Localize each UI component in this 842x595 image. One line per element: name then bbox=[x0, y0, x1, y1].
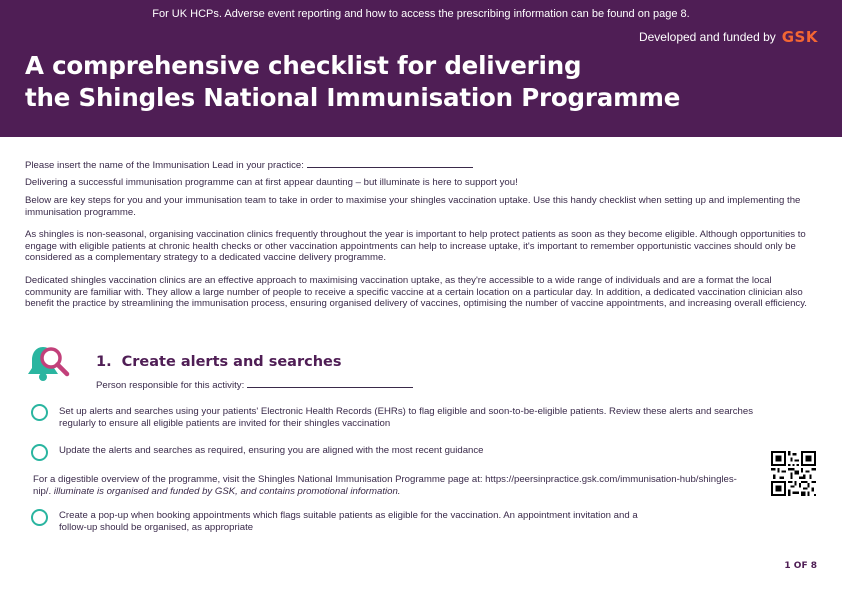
responsible-field[interactable] bbox=[247, 379, 413, 388]
gsk-logo: GSK bbox=[781, 28, 818, 46]
hcp-notice: For UK HCPs. Adverse event reporting and how to access the prescribing information can be found on page 8. bbox=[152, 8, 690, 20]
checkbox-item-1[interactable] bbox=[31, 404, 48, 421]
section-number: 1. bbox=[96, 354, 112, 370]
checklist-item-2: Update the alerts and searches as required, ensuring you are aligned with the most recent guidance bbox=[59, 445, 484, 456]
intro-paragraph-3: As shingles is non-seasonal, organising vaccination clinics frequently throughout the year is important to help protect patients as soon as they become eligible. Although opportunities to engage with eligible patients at chronic health checks or other vaccination appointments can help to increase uptake, it's important to remember opportunistic vaccines should only be considered as a complementary strategy to a dedicated vaccine delivery programme. bbox=[25, 229, 806, 263]
intro-paragraph-1: Delivering a successful immunisation programme can at first appear daunting – but illuminate is here to support you! bbox=[25, 177, 518, 188]
section-title-text: Create alerts and searches bbox=[121, 354, 342, 370]
promo-disclaimer: illuminate is organised and funded by GSK, and contains promotional information. bbox=[53, 485, 401, 497]
programme-note-text: For a digestible overview of the programme, visit the Shingles National Immunisation Programme page at: https://peersinpractice.gsk.com/immunisation-hub/shingles-nip/. bbox=[33, 474, 737, 497]
qr-code[interactable] bbox=[771, 451, 816, 496]
header-banner bbox=[0, 0, 842, 137]
funded-label: Developed and funded by bbox=[638, 30, 776, 44]
lead-prompt-row bbox=[25, 159, 820, 172]
title-line-2: the Shingles National Immunisation Programme bbox=[25, 83, 681, 112]
funding-statement bbox=[639, 28, 818, 46]
page-number: 1 OF 8 bbox=[784, 561, 817, 571]
section-1-title bbox=[96, 354, 342, 370]
checklist-item-3: Create a pop-up when booking appointments which flags suitable patients as eligible for the vaccination. An appointment invitation and a follow-up should be organised, as appropriate bbox=[59, 510, 638, 533]
checklist-item-1: Set up alerts and searches using your patients' Electronic Health Records (EHRs) to flag eligible and soon-to-be-eligible patients. Review these alerts and searches regularly to ensure all eligible patients are invited for their shingles vaccination bbox=[59, 406, 754, 429]
responsible-label: Person responsible for this activity: bbox=[96, 380, 245, 391]
title-line-1: A comprehensive checklist for delivering bbox=[25, 51, 582, 80]
intro-paragraph-4: Dedicated shingles vaccination clinics are an effective approach to maximising vaccination uptake, as they're accessible to a wide range of individuals and are a format the local community are familiar with. They allow a large number of people to receive a specific vaccine at a certain location on a particular day. In addition, a dedicated vaccination clinician also benefit the practice by streamlining the immunisation process, ensuring organised delivery of vaccines, optimising the number of vaccine appointments, and increasing overall efficiency. bbox=[25, 275, 807, 309]
lead-name-field[interactable] bbox=[307, 159, 473, 168]
checkbox-item-2[interactable] bbox=[31, 444, 48, 461]
intro-paragraph-2: Below are key steps for you and your immunisation team to take in order to maximise your shingles vaccination uptake. Use this handy checklist when setting up and implementing the immunisation programme. bbox=[25, 195, 801, 218]
responsible-row bbox=[96, 379, 413, 391]
lead-prompt: Please insert the name of the Immunisation Lead in your practice: bbox=[25, 160, 304, 171]
page-title bbox=[25, 50, 680, 114]
programme-note bbox=[33, 474, 753, 497]
bell-search-icon bbox=[27, 343, 71, 383]
checkbox-item-3[interactable] bbox=[31, 509, 48, 526]
